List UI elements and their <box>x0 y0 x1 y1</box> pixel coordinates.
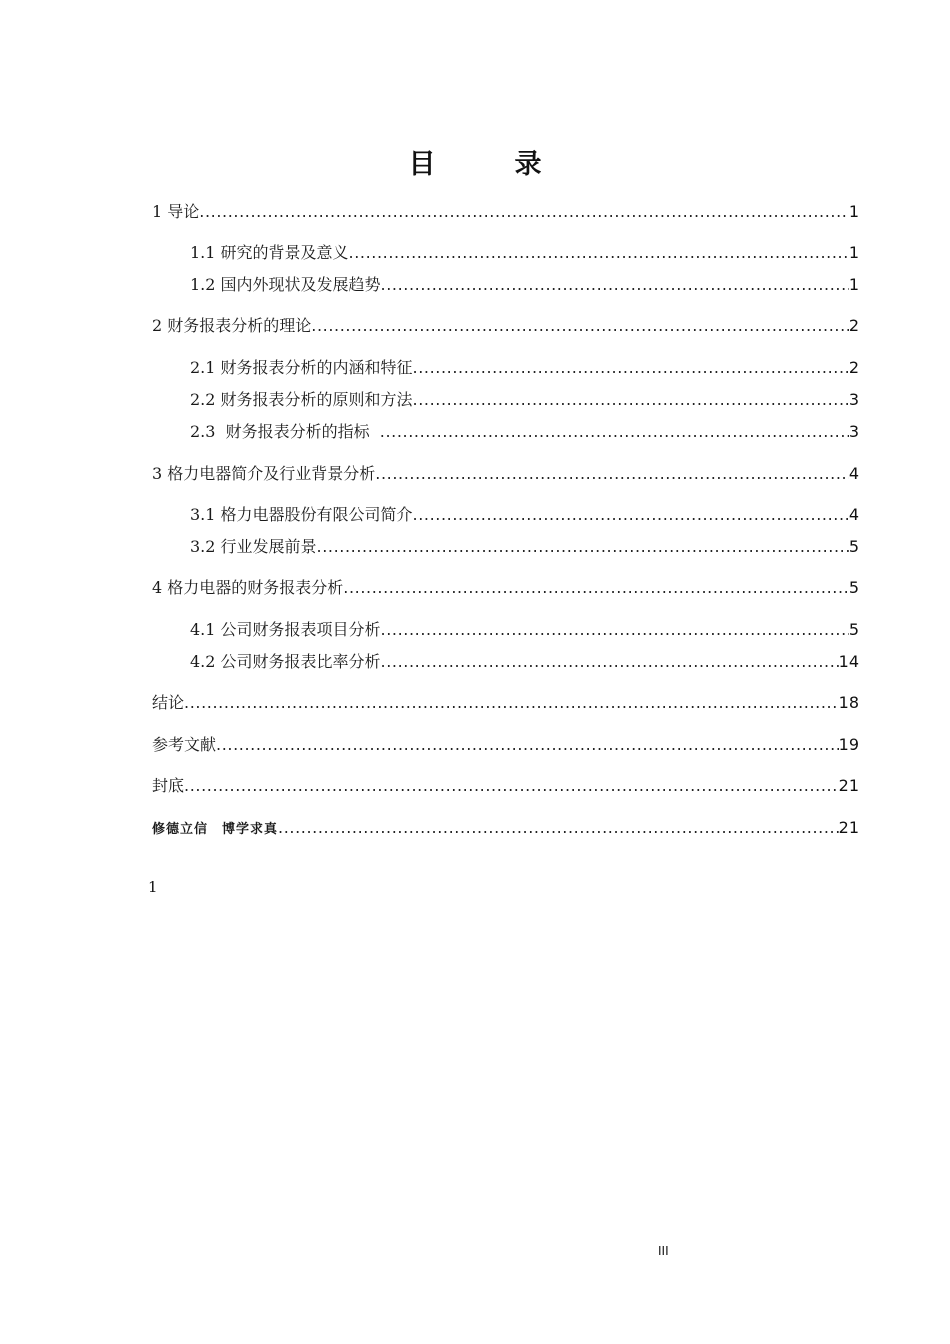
toc-entry[interactable] <box>152 314 859 338</box>
toc-entry-label: 封底 <box>152 776 185 795</box>
toc-entry-label: 1 导论 <box>152 202 200 221</box>
toc-entry[interactable] <box>190 356 859 380</box>
toc-entry-page: 14 <box>838 652 859 671</box>
toc-entry[interactable] <box>152 816 859 840</box>
toc-dot-leader <box>413 356 849 380</box>
toc-dot-leader <box>381 618 849 642</box>
toc-entry[interactable] <box>152 774 859 798</box>
toc-entry-label: 1.1 研究的背景及意义 <box>190 243 349 262</box>
toc-entry[interactable] <box>190 241 859 265</box>
toc-entry[interactable] <box>190 420 859 444</box>
toc-entry-label: 2.3 财务报表分析的指标 <box>190 422 380 441</box>
toc-dot-leader <box>216 733 839 757</box>
toc-entry-page: 5 <box>848 578 859 597</box>
toc-dot-leader <box>381 273 849 297</box>
toc-dot-leader <box>311 314 849 338</box>
page-title: 目 录 <box>408 149 568 180</box>
toc-entry[interactable] <box>190 618 859 642</box>
toc-entry-label: 3.2 行业发展前景 <box>190 537 317 556</box>
toc-entry[interactable] <box>190 535 859 559</box>
toc-entry-page: 5 <box>848 620 859 639</box>
toc-entry-page: 1 <box>848 202 859 221</box>
toc-entry[interactable] <box>152 733 859 757</box>
toc-entry-label: 1.2 国内外现状及发展趋势 <box>190 275 381 294</box>
toc-entry-label: 2.1 财务报表分析的内涵和特征 <box>190 358 413 377</box>
toc-entry[interactable] <box>152 576 859 600</box>
toc-entry-page: 4 <box>848 505 859 524</box>
toc-entry-label: 3 格力电器简介及行业背景分析 <box>152 464 376 483</box>
toc-entry-label: 修德立信 博学求真 <box>152 822 279 837</box>
toc-dot-leader <box>380 420 849 444</box>
toc-entry[interactable] <box>190 388 859 412</box>
toc-dot-leader <box>184 774 839 798</box>
toc-entry-page: 3 <box>848 390 859 409</box>
toc-dot-leader <box>343 576 849 600</box>
toc-entry-label: 参考文献 <box>152 735 217 754</box>
toc-entry-page: 4 <box>848 464 859 483</box>
toc-dot-leader <box>349 241 849 265</box>
toc-dot-leader <box>413 503 849 527</box>
footer-page-number: III <box>658 1244 669 1258</box>
toc-entry-page: 21 <box>838 818 859 837</box>
toc-entry-page: 2 <box>848 358 859 377</box>
toc-entry[interactable] <box>190 503 859 527</box>
toc-entry-label: 结论 <box>152 693 185 712</box>
toc-entry[interactable] <box>152 462 859 486</box>
toc-entry-label: 4 格力电器的财务报表分析 <box>152 578 344 597</box>
toc-dot-leader <box>413 388 849 412</box>
toc-dot-leader <box>375 462 849 486</box>
toc-entry-page: 1 <box>848 243 859 262</box>
toc-entry[interactable] <box>152 200 859 224</box>
toc-dot-leader <box>184 691 839 715</box>
toc-entry-page: 5 <box>848 537 859 556</box>
stray-text: 1 <box>148 878 158 896</box>
toc-entry-page: 18 <box>838 693 859 712</box>
toc-entry-page: 19 <box>838 735 859 754</box>
toc-entry-page: 21 <box>838 776 859 795</box>
toc-entry[interactable] <box>190 650 859 674</box>
toc-entry-label: 4.2 公司财务报表比率分析 <box>190 652 381 671</box>
toc-entry-label: 2 财务报表分析的理论 <box>152 316 312 335</box>
toc-dot-leader <box>381 650 839 674</box>
toc-entry-label: 2.2 财务报表分析的原则和方法 <box>190 390 413 409</box>
toc-entry-page: 1 <box>848 275 859 294</box>
toc-dot-leader <box>317 535 849 559</box>
toc-dot-leader <box>199 200 849 224</box>
toc-entry[interactable] <box>190 273 859 297</box>
toc-entry-label: 4.1 公司财务报表项目分析 <box>190 620 381 639</box>
toc-entry-page: 3 <box>848 422 859 441</box>
toc-entry[interactable] <box>152 691 859 715</box>
toc-entry-page: 2 <box>848 316 859 335</box>
toc-dot-leader <box>278 816 839 840</box>
toc-entry-label: 3.1 格力电器股份有限公司简介 <box>190 505 413 524</box>
